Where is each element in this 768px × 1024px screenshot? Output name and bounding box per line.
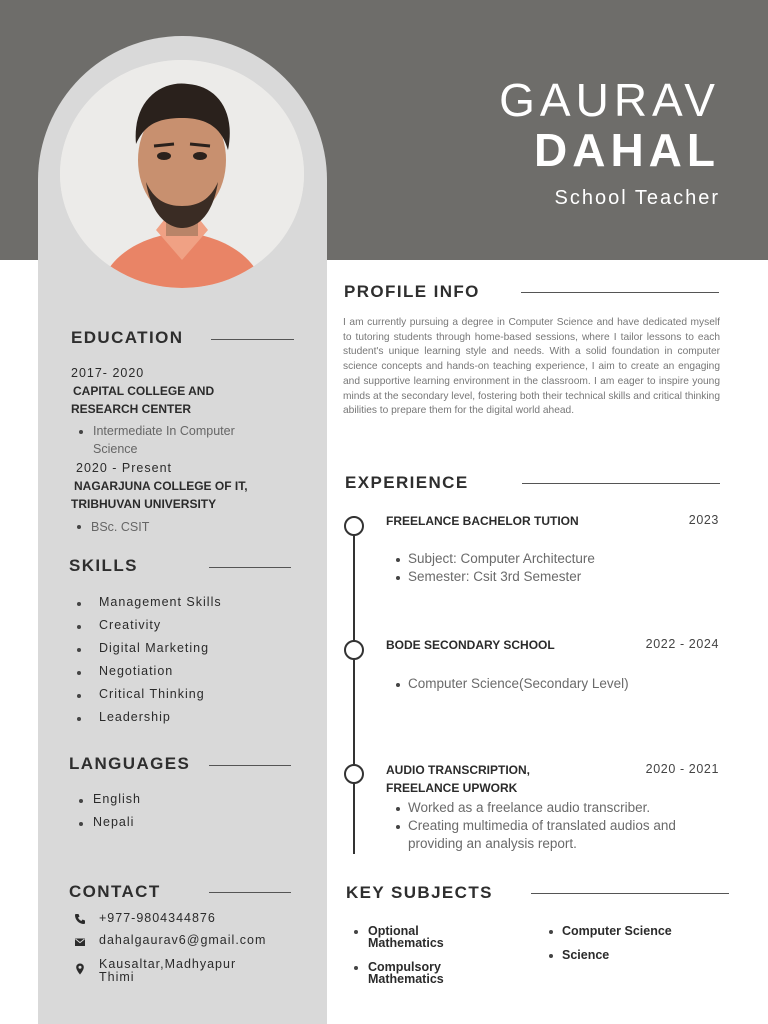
- experience-timeline: [353, 516, 355, 854]
- skill-item: Creativity: [99, 618, 162, 632]
- subject-item: Compulsory: [368, 960, 441, 974]
- education-detail: Intermediate In Computer: [93, 424, 235, 438]
- education-rule: [211, 339, 294, 340]
- contact-address-line: Kausaltar,Madhyapur: [99, 957, 237, 971]
- bullet-dot: [396, 576, 400, 580]
- job-point: Worked as a freelance audio transcriber.: [408, 800, 651, 815]
- bullet-dot: [396, 558, 400, 562]
- education-school-line: TRIBHUVAN UNIVERSITY: [71, 497, 217, 511]
- skill-item: Critical Thinking: [99, 687, 205, 701]
- profile-photo: [60, 60, 304, 288]
- bullet-dot: [396, 825, 400, 829]
- job-title: FREELANCE BACHELOR TUTION: [386, 514, 579, 528]
- profile-text: I am currently pursuing a degree in Computer Science and have dedicated myself to tutoring students through home-based sessions, where I tailor lessons to each student's unique learning style and needs. With a solid foundation in computer science concepts and hands-on teaching experience, I aim to create an engaging and supportive learning environment in the classroom. I am eager to inspire young minds at the secondary level, fostering both their technical skills and critical thinking abilities to prepare them for the digital world ahead.: [343, 317, 720, 417]
- job-point: Creating multimedia of translated audios and providing an analysis report.: [408, 818, 676, 851]
- bullet-dot: [79, 822, 83, 826]
- bullet-dot: [77, 671, 81, 675]
- key-subjects-rule: [531, 893, 729, 894]
- bullet-dot: [77, 602, 81, 606]
- timeline-node: [344, 640, 364, 660]
- mail-icon: [74, 936, 86, 948]
- contact-email[interactable]: dahalgaurav6@gmail.com: [99, 933, 267, 947]
- last-name: DAHAL: [534, 124, 720, 176]
- bullet-dot: [79, 799, 83, 803]
- job-title: AUDIO TRANSCRIPTION,: [386, 763, 530, 777]
- skill-item: Management Skills: [99, 595, 222, 609]
- skill-item: Leadership: [99, 710, 171, 724]
- skills-title: SKILLS: [69, 556, 138, 575]
- bullet-dot: [77, 717, 81, 721]
- bullet-dot: [396, 807, 400, 811]
- job-title: School Teacher: [554, 187, 720, 209]
- phone-icon: [74, 913, 86, 925]
- job-year: 2020 - 2021: [645, 762, 719, 776]
- language-item: English: [93, 792, 141, 806]
- first-name: GAURAV: [499, 74, 720, 126]
- subject-item: Science: [562, 948, 610, 962]
- experience-title: EXPERIENCE: [345, 473, 469, 492]
- profile-title: PROFILE INFO: [344, 282, 480, 301]
- education-school-line: NAGARJUNA COLLEGE OF IT,: [74, 479, 248, 493]
- contact-rule: [209, 892, 291, 893]
- skills-rule: [209, 567, 291, 568]
- bullet-dot: [549, 954, 553, 958]
- subject-item: Computer Science: [562, 924, 672, 938]
- language-item: Nepali: [93, 815, 135, 829]
- bullet-dot: [396, 683, 400, 687]
- subject-item: Mathematics: [368, 936, 444, 950]
- location-pin-icon: [74, 963, 86, 975]
- education-school-line: CAPITAL COLLEGE AND: [73, 384, 215, 398]
- bullet-dot: [77, 694, 81, 698]
- contact-phone[interactable]: +977-9804344876: [99, 911, 216, 925]
- skill-item: Digital Marketing: [99, 641, 210, 655]
- job-year: 2023: [688, 513, 719, 527]
- bullet-dot: [77, 525, 81, 529]
- key-subjects-title: KEY SUBJECTS: [346, 883, 493, 902]
- bullet-dot: [77, 625, 81, 629]
- timeline-node: [344, 764, 364, 784]
- education-title: EDUCATION: [71, 328, 184, 347]
- bullet-dot: [77, 648, 81, 652]
- job-point: Semester: Csit 3rd Semester: [408, 569, 582, 584]
- education-detail: Science: [93, 442, 138, 456]
- timeline-node: [344, 516, 364, 536]
- bullet-dot: [79, 430, 83, 434]
- education-school-line: RESEARCH CENTER: [71, 402, 192, 416]
- bullet-dot: [354, 930, 358, 934]
- job-title: FREELANCE UPWORK: [386, 781, 518, 795]
- bullet-dot: [354, 966, 358, 970]
- job-point: Subject: Computer Architecture: [408, 551, 595, 566]
- skill-item: Negotiation: [99, 664, 174, 678]
- education-detail: BSc. CSIT: [91, 520, 150, 534]
- contact-address-line: Thimi: [99, 970, 135, 984]
- job-title: BODE SECONDARY SCHOOL: [386, 638, 555, 652]
- profile-rule: [521, 292, 719, 293]
- job-point: Computer Science(Secondary Level): [408, 676, 629, 691]
- experience-rule: [522, 483, 720, 484]
- subject-item: Mathematics: [368, 972, 444, 986]
- languages-title: LANGUAGES: [69, 754, 191, 773]
- subject-item: Optional: [368, 924, 419, 938]
- languages-rule: [209, 765, 291, 766]
- contact-title: CONTACT: [69, 882, 161, 901]
- portrait-illustration: [60, 60, 304, 288]
- bullet-dot: [549, 930, 553, 934]
- education-period: 2017- 2020: [71, 366, 145, 380]
- job-year: 2022 - 2024: [645, 637, 719, 651]
- education-period: 2020 - Present: [76, 461, 172, 475]
